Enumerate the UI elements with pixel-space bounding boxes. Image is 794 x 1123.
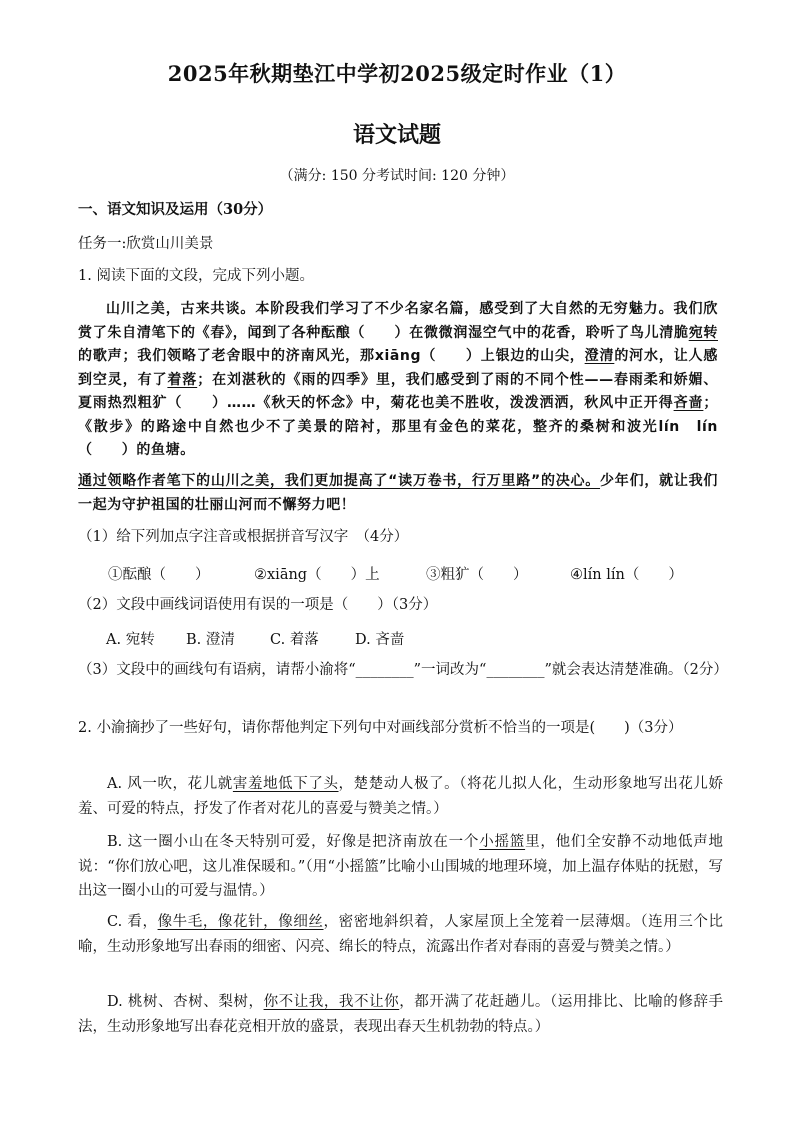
sub-question-1-items bbox=[108, 563, 683, 584]
option-a: A. 宛转 bbox=[106, 632, 155, 648]
sub-question-2-stem: （2）文段中画线词语使用有误的一项是（ ）（3分） bbox=[78, 597, 438, 613]
underlined-sentence: 通过领略作者笔下的山川之美，我们更加提高了“读万卷书，行万里路”的决心。 bbox=[78, 473, 601, 489]
reading-passage bbox=[78, 298, 718, 458]
item-1: ①酝酿（ ） bbox=[108, 567, 210, 583]
passage-paragraph-1: 山川之美，古来共谈。本阶段我们学习了不少名家名篇，感受到了大自然的无穷魅力。我们欣赏了朱自清笔下的《春》，闻到了各种酝酿（ ）在微微润湿空气中的花香，聆听了鸟儿清脆宛转的歌声；我们领略了老舍眼中的济南风光，那xiāng（ ）上银边的山尖，澄清的河水，让人感到空灵，有了着落；在刘湛秋的《雨的四季》里，我们感受到了雨的不同个性——春雨柔和娇媚、夏雨热烈粗犷（ ）……《秋天的怀念》中，菊花也美不胜收，泼泼洒洒，秋风中正开得吝啬；《散步》的路途中自然也少不了美景的陪衬，那里有金色的菜花，整齐的桑树和波光lín lín（ ）的鱼塘。 bbox=[78, 301, 718, 458]
subject-title: 语文试题 bbox=[352, 122, 441, 148]
section-heading: 一、语文知识及运用（30分） bbox=[78, 201, 273, 218]
answer-blank: ________ bbox=[355, 662, 414, 678]
exam-info: （满分: 150 分考试时间: 120 分钟） bbox=[279, 168, 515, 184]
question-2-option-c: C. 看，像牛毛，像花针，像细丝，密密地斜织着，人家屋顶上全笼着一层薄烟。（连用三个比喻，生动形象地写出春雨的细密、闪亮、绵长的特点，流露出作者对春雨的喜爱与赞美之情。） bbox=[78, 914, 724, 955]
option-d: D. 吝啬 bbox=[355, 632, 405, 648]
question-2-option-a: A. 风一吹，花儿就害羞地低下了头，楚楚动人极了。（将花儿拟人化，生动形象地写出花儿娇羞、可爱的特点，抒发了作者对花儿的喜爱与赞美之情。） bbox=[78, 776, 723, 817]
question-1-stem: 1. 阅读下面的文段，完成下列小题。 bbox=[78, 268, 314, 284]
underlined-word: 宛转 bbox=[688, 324, 718, 341]
option-c: C. 着落 bbox=[270, 632, 319, 648]
sub-question-1-stem: （1）给下列加点字注音或根据拼音写汉字 （4分） bbox=[78, 529, 409, 545]
question-2-stem: 2. 小渝摘抄了一些好句，请你帮他判定下列句中对画线部分赏析不恰当的一项是( )（3分） bbox=[78, 720, 683, 736]
question-2-option-b: B. 这一圈小山在冬天特别可爱，好像是把济南放在一个小摇篮里，他们全安静不动地低声地说：“你们放心吧，这儿准保暖和。”（用“小摇篮”比喻小山围城的地理环境，加上温存体贴的抚慰，写出这一圈小山的可爱与温情。） bbox=[78, 834, 724, 899]
item-4: ④lín lín（ ） bbox=[570, 567, 683, 583]
option-b: B. 澄清 bbox=[186, 632, 235, 648]
sub-question-2-options bbox=[106, 628, 404, 649]
item-2: ②xiāng（ ）上 bbox=[254, 567, 380, 583]
answer-blank: ________ bbox=[486, 662, 545, 678]
underlined-word: 吝啬 bbox=[673, 395, 704, 411]
exam-title: 2025年秋期垫江中学初2025级定时作业（1） bbox=[167, 61, 627, 86]
question-2-option-d: D. 桃树、杏树、梨树，你不让我，我不让你，都开满了花赶趟儿。（运用排比、比喻的修辞手法，生动形象地写出春花竞相开放的盛景，表现出春天生机勃勃的特点。） bbox=[78, 994, 724, 1035]
task-title: 任务一:欣赏山川美景 bbox=[78, 236, 214, 252]
item-3: ③粗犷（ ） bbox=[426, 567, 528, 583]
sub-question-3: （3）文段中的画线句有语病，请帮小渝将“________”一词改为“________”就会表达清楚准确。（2分） bbox=[78, 662, 728, 678]
underlined-word: 着落 bbox=[167, 371, 198, 388]
underlined-word: 澄清 bbox=[584, 348, 615, 364]
passage-paragraph-2: 通过领略作者笔下的山川之美，我们更加提高了“读万卷书，行万里路”的决心。少年们，就让我们一起为守护祖国的壮丽山河而不懈努力吧！ bbox=[78, 473, 719, 513]
